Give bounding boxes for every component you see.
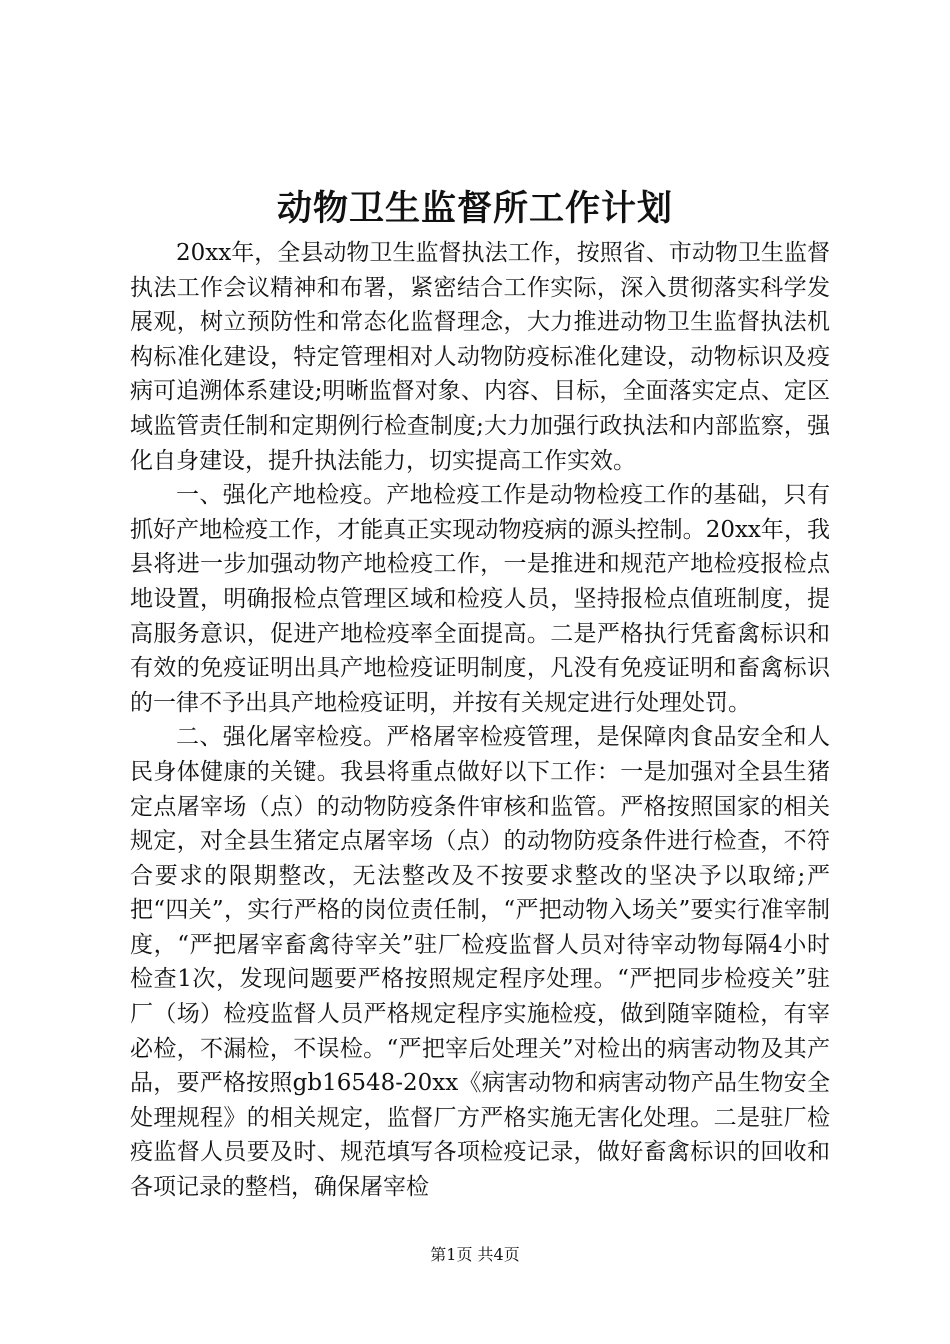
section-2-paragraph: 二、强化屠宰检疫。严格屠宰检疫管理，是保障肉食品安全和人民身体健康的关键。我县将重点做好以下工作：一是加强对全县生猪定点屠宰场（点）的动物防疫条件审核和监管。严格按照国家的相关规定，对全县生猪定点屠宰场（点）的动物防疫条件进行检查，不符合要求的限期整改，无法整改及不按要求整改的坚决予以取缔;严把“四关”，实行严格的岗位责任制，“严把动物入场关”要实行准宰制度，“严把屠宰畜禽待宰关”驻厂检疫监督人员对待宰动物每隔4小时检查1次，发现问题要严格按照规定程序处理。“严把同步检疫关”驻厂（场）检疫监督人员严格规定程序实施检疫，做到随宰随检，有宰必检，不漏检，不误检。“严把宰后处理关”对检出的病害动物及其产品，要严格按照gb16548-20xx《病害动物和病害动物产品生物安全处理规程》的相关规定，监督厂方严格实施无害化处理。二是驻厂检疫监督人员要及时、规范填写各项检疫记录，做好畜禽标识的回收和各项记录的整档，确保屠宰检 bbox=[130, 724, 830, 1201]
intro-paragraph: 20xx年，全县动物卫生监督执法工作，按照省、市动物卫生监督执法工作会议精神和布署，紧密结合工作实际，深入贯彻落实科学发展观，树立预防性和常态化监督理念，大力推进动物卫生监督执法机构标准化建设，特定管理相对人动物防疫标准化建设，动物标识及疫病可追溯体系建设;明晰监督对象、内容、目标，全面落实定点、定区域监管责任制和定期例行检查制度;大力加强行政执法和内部监察，强化自身建设，提升执法能力，切实提高工作实效。 bbox=[130, 240, 830, 474]
document-body bbox=[130, 236, 830, 1205]
page-footer: 第1页 共4页 bbox=[430, 1245, 520, 1264]
section-1-paragraph: 一、强化产地检疫。产地检疫工作是动物检疫工作的基础，只有抓好产地检疫工作，才能真正实现动物疫病的源头控制。20xx年，我县将进一步加强动物产地检疫工作，一是推进和规范产地检疫报检点地设置，明确报检点管理区域和检疫人员，坚持报检点值班制度，提高服务意识，促进产地检疫率全面提高。二是严格执行凭畜禽标识和有效的免疫证明出具产地检疫证明制度，凡没有免疫证明和畜禽标识的一律不予出具产地检疫证明，并按有关规定进行处理处罚。 bbox=[130, 482, 830, 716]
document-title: 动物卫生监督所工作计划 bbox=[276, 188, 673, 229]
